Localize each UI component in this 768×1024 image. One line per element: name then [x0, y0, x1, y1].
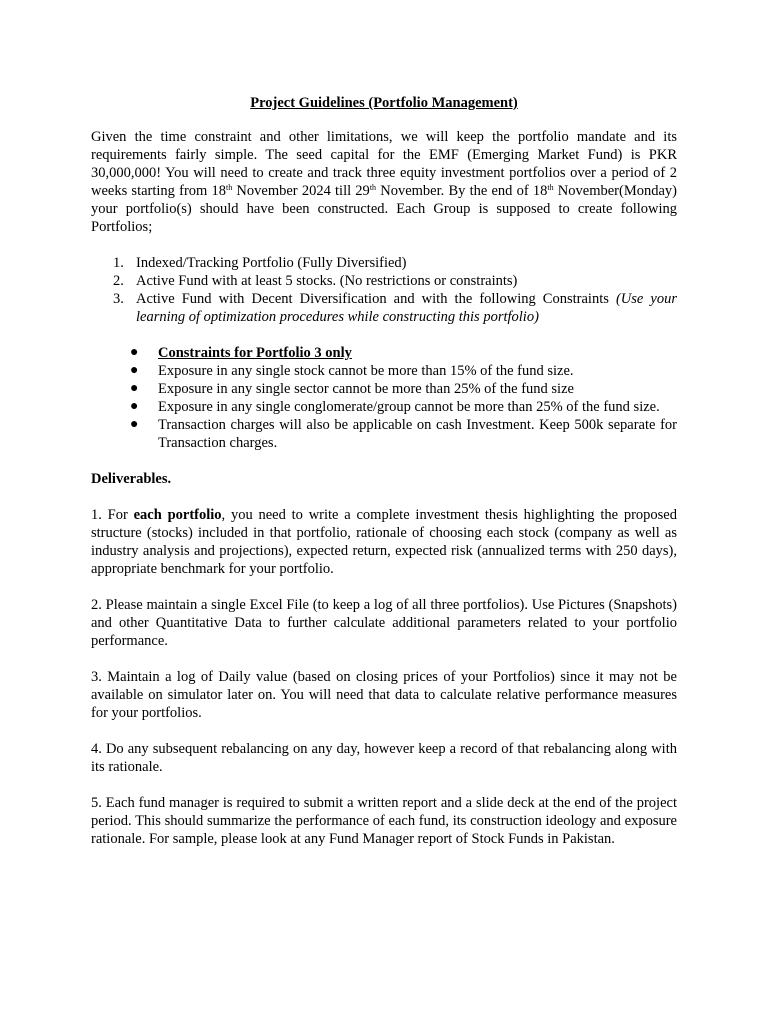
portfolio-note: (Use your learning of optimization procedures while constructing this portfolio): [136, 291, 677, 325]
constraint-item: [91, 416, 677, 452]
deliverable-item: [91, 506, 677, 578]
constraints-list: [91, 344, 677, 452]
bullet-icon: ●: [130, 381, 139, 396]
constraint-text: Exposure in any single sector cannot be more than 25% of the fund size: [158, 381, 574, 397]
bullet-icon: ●: [130, 417, 139, 432]
document-title: Project Guidelines (Portfolio Management): [250, 95, 518, 111]
deliverables-heading: Deliverables.: [91, 471, 172, 487]
portfolio-text: Active Fund with at least 5 stocks. (No restrictions or constraints): [136, 273, 518, 289]
list-number: 1.: [113, 255, 124, 271]
document-page: [91, 94, 677, 848]
bullet-icon: ●: [130, 363, 139, 378]
constraint-text: Exposure in any single stock cannot be more than 15% of the fund size.: [158, 363, 574, 379]
intro-text-1: Given the time constraint and other limitations, we will keep the portfolio mandate and its requirements fairly simple. The seed capital for the EMF (Emerging Market Fund) is PKR 30,000,000! You will need to create and track three equity investment portfolios over a period of 2 weeks starting from 18: [91, 129, 677, 199]
portfolio-item: [91, 290, 677, 326]
constraint-text: Exposure in any single conglomerate/group cannot be more than 25% of the fund size.: [158, 399, 660, 415]
portfolio-text: Active Fund with Decent Diversification and with the following Constraints: [136, 291, 616, 307]
bullet-icon: ●: [130, 345, 139, 360]
list-number: 2.: [113, 273, 124, 289]
constraint-text: Transaction charges will also be applicable on cash Investment. Keep 500k separate for Transaction charges.: [158, 417, 677, 451]
deliverable-emphasis: each portfolio: [133, 507, 222, 523]
ordinal-suffix: th: [547, 183, 554, 192]
deliverable-item: 5. Each fund manager is required to submit a written report and a slide deck at the end of the project period. This should summarize the performance of each fund, its construction ideology and exposure rationale. For sample, please look at any Fund Manager report of Stock Funds in Pakistan.: [91, 795, 677, 847]
constraint-item: [91, 380, 677, 398]
deliverable-prefix: 1. For: [91, 507, 134, 523]
portfolio-item: [91, 254, 677, 272]
portfolio-text: Indexed/Tracking Portfolio (Fully Diversified): [136, 255, 407, 271]
intro-text-3: November. By the end of 18: [376, 183, 548, 199]
intro-paragraph: [91, 128, 677, 236]
ordinal-suffix: th: [226, 183, 233, 192]
constraints-heading-item: [91, 344, 677, 362]
list-number: 3.: [113, 291, 124, 307]
bullet-icon: ●: [130, 399, 139, 414]
deliverable-item: 3. Maintain a log of Daily value (based on closing prices of your Portfolios) since it may not be available on simulator later on. You will need that data to calculate relative performance measures for your portfolios.: [91, 669, 677, 721]
intro-text-4: November(Monday) your portfolio(s) should have been constructed. Each Group is supposed to create following Portfolios;: [91, 183, 677, 235]
intro-text-2: November 2024 till 29: [232, 183, 370, 199]
portfolio-item: [91, 272, 677, 290]
ordinal-suffix: th: [369, 183, 377, 192]
constraint-item: [91, 362, 677, 380]
portfolio-list: [91, 254, 677, 326]
constraints-heading: Constraints for Portfolio 3 only: [158, 345, 352, 361]
deliverable-text: , you need to write a complete investment thesis highlighting the proposed structure (stocks) included in that portfolio, rationale of choosing each stock (company as well as industry analysis and projections), expected return, expected risk (annualized terms with 250 days), appropriate benchmark for your portfolio.: [91, 507, 677, 577]
deliverable-item: 4. Do any subsequent rebalancing on any day, however keep a record of that rebalancing along with its rationale.: [91, 741, 677, 775]
constraint-item: [91, 398, 677, 416]
deliverable-item: 2. Please maintain a single Excel File (to keep a log of all three portfolios). Use Pictures (Snapshots) and other Quantitative Data to further calculate additional parameters related to your portfolio performance.: [91, 597, 677, 649]
